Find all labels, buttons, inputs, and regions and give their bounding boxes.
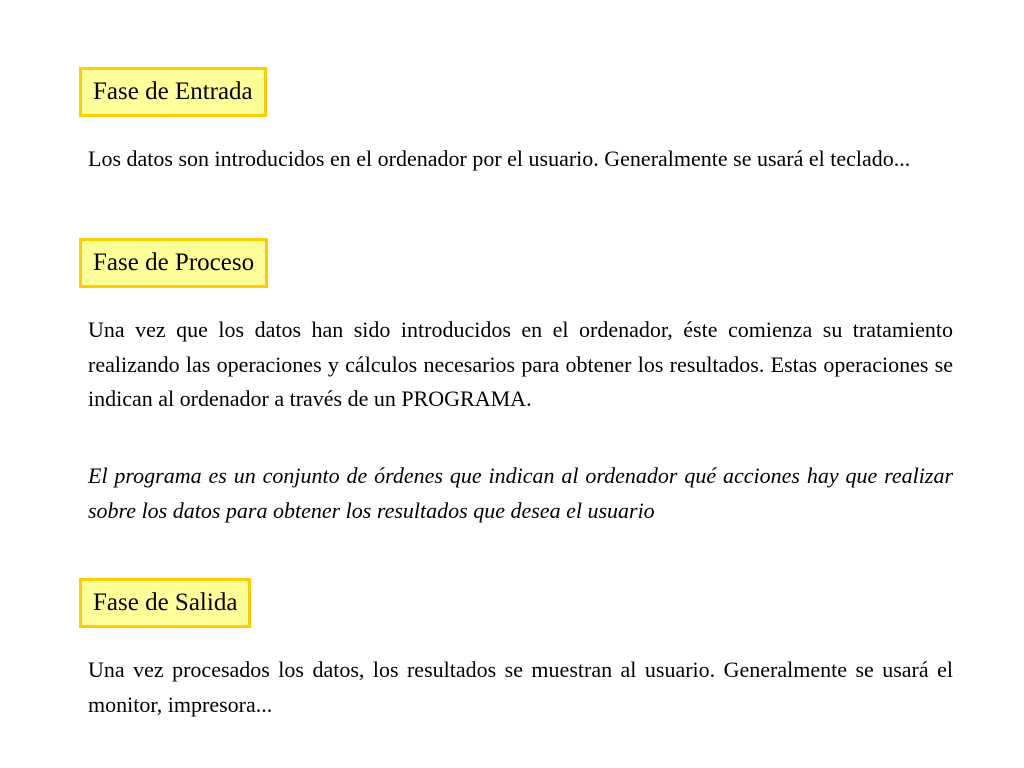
output-phase-description: Una vez procesados los datos, los resultados se muestran al usuario. Generalmente se usará el monitor, impresora...: [88, 657, 953, 717]
input-phase-description: Los datos son introducidos en el ordenador por el usuario. Generalmente se usará el teclado...: [88, 146, 911, 171]
process-phase-title: Fase de Proceso: [79, 238, 268, 288]
input-phase-title: Fase de Entrada: [79, 67, 267, 117]
output-phase-title: Fase de Salida: [79, 578, 251, 628]
program-definition: El programa es un conjunto de órdenes que indican al ordenador qué acciones hay que realizar sobre los datos para obtener los resultados que desea el usuario: [88, 463, 953, 523]
process-phase-description: Una vez que los datos han sido introducidos en el ordenador, éste comienza su tratamiento realizando las operaciones y cálculos necesarios para obtener los resultados. Estas operaciones se indican al ordenador a través de un PROGRAMA.: [88, 317, 953, 411]
